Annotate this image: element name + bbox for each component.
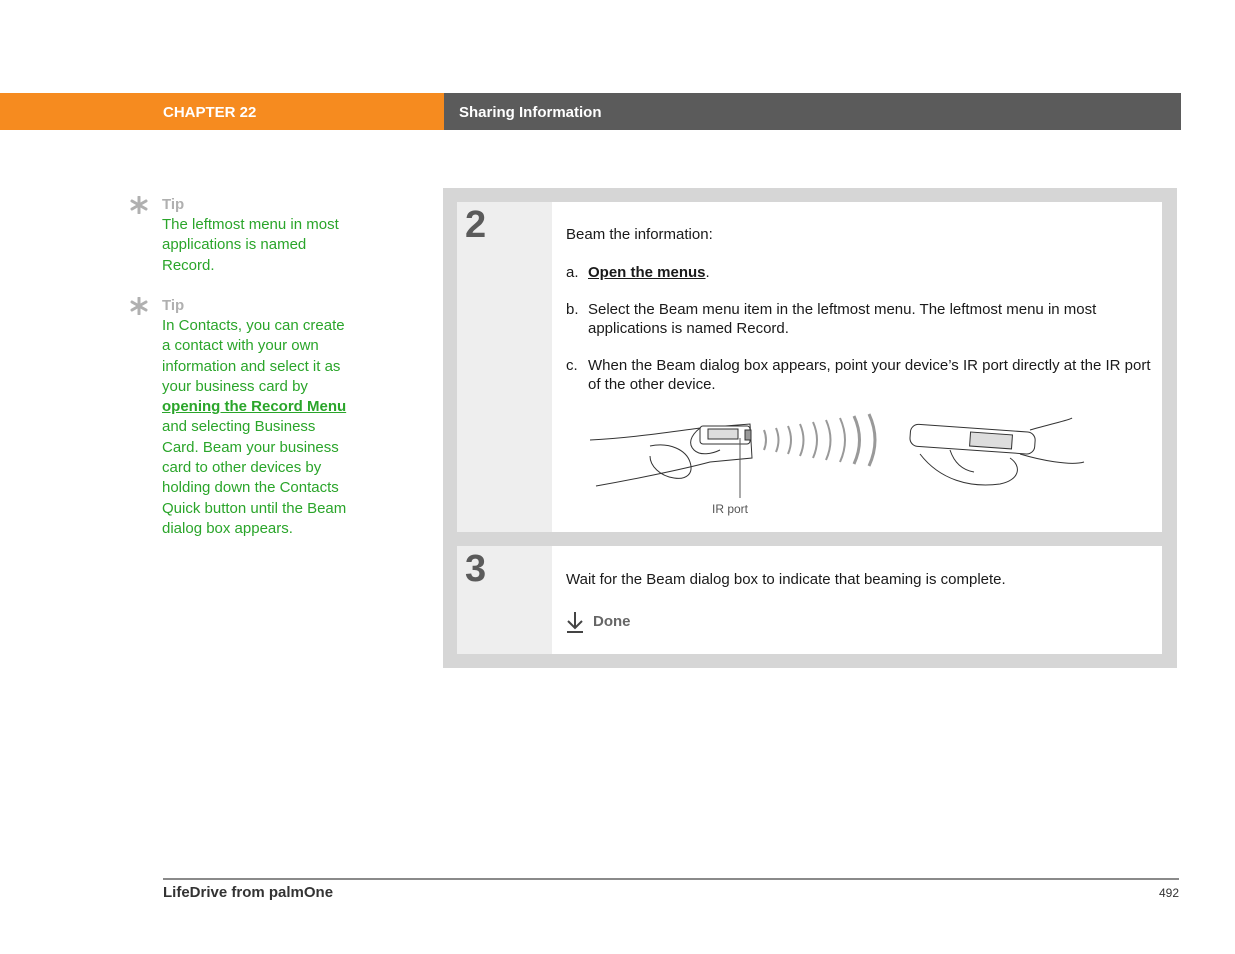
tip-1-title: Tip — [162, 196, 185, 213]
right-device-illustration — [909, 418, 1084, 485]
step-3-number: 3 — [465, 548, 487, 590]
tip-2-body — [162, 316, 354, 539]
page-number: 492 — [1158, 886, 1179, 900]
chapter-bar — [0, 93, 444, 130]
beaming-illustration — [590, 410, 1090, 520]
tip-2-text-after: and selecting Business Card. Beam your business card to other devices by holding down the Contacts Quick button until the Beam dialog box appears. — [162, 418, 347, 537]
step-2-body — [552, 202, 1162, 532]
item-a-marker: a. — [566, 264, 579, 281]
section-bar — [444, 93, 1181, 130]
step-2-item-c — [566, 356, 1156, 394]
step-2-item-a — [566, 263, 1156, 282]
tip-star-icon — [130, 196, 148, 214]
item-a-text: . — [705, 264, 710, 281]
step-2-intro: Beam the information: — [566, 226, 713, 243]
tip-2-text-before: In Contacts, you can create a contact with your own information and select it as your business card by — [162, 317, 345, 395]
ir-beam-arcs — [764, 414, 875, 466]
chapter-label: CHAPTER 22 — [163, 104, 257, 121]
tip-2-title: Tip — [162, 297, 185, 314]
tip-1-body: The leftmost menu in most applications is named Record. — [162, 216, 339, 274]
steps-panel — [443, 188, 1177, 668]
item-c-marker: c. — [566, 357, 578, 374]
ir-port-label: IR port — [712, 502, 749, 516]
item-c-text: When the Beam dialog box appears, point your device’s IR port directly at the IR port of the other device. — [588, 357, 1151, 393]
step-3-text: Wait for the Beam dialog box to indicate that beaming is complete. — [566, 571, 1006, 588]
footer-rule — [163, 878, 1179, 880]
opening-record-menu-link[interactable]: opening the Record Menu — [162, 398, 347, 416]
footer-title: LifeDrive from palmOne — [163, 884, 334, 901]
step-2-number: 2 — [465, 204, 487, 246]
done-label: Done — [593, 613, 631, 630]
step-3-number-cell — [457, 546, 552, 654]
open-the-menus-link[interactable]: Open the menus — [588, 264, 706, 281]
step-2-item-b — [566, 300, 1156, 338]
tip-star-icon — [130, 297, 148, 315]
section-title: Sharing Information — [459, 104, 602, 121]
left-device-illustration — [590, 424, 752, 486]
item-b-text: Select the Beam menu item in the leftmost menu. The leftmost menu in most applications is named Record. — [588, 301, 1097, 337]
done-arrow-icon — [566, 610, 584, 634]
step-2-number-cell — [457, 202, 552, 532]
item-b-marker: b. — [566, 301, 579, 318]
step-3-body — [552, 546, 1162, 654]
